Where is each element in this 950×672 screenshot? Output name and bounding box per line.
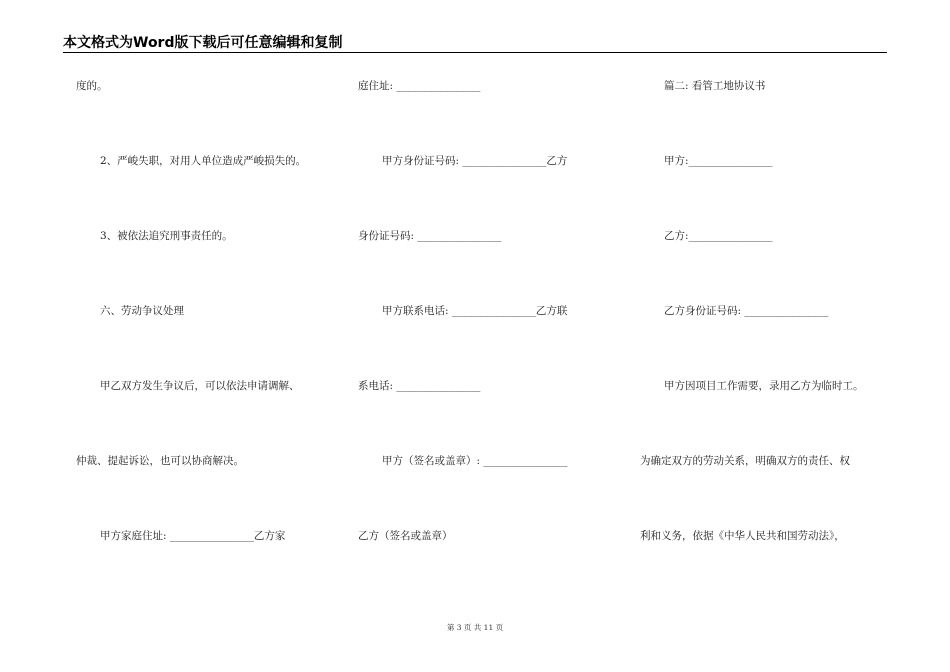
- page-header-title: 本文格式为Word版下载后可任意编辑和复制: [63, 35, 343, 51]
- col1-line-5: 甲乙双方发生争议后，可以依法申请调解、: [100, 380, 300, 392]
- header-divider: [63, 52, 887, 53]
- col3-line-2: 甲方:________________: [664, 155, 773, 167]
- col2-line-7: 乙方（签名或盖章）: [358, 530, 453, 542]
- page-number-footer: 第 3 页 共 11 页: [446, 623, 504, 632]
- col3-line-6: 为确定双方的劳动关系，明确双方的责任、权: [640, 455, 850, 467]
- col2-line-2: 甲方身份证号码: ________________乙方: [382, 155, 568, 167]
- col2-line-1: 庭住址: ________________: [358, 80, 481, 92]
- col3-line-3: 乙方:________________: [664, 230, 773, 242]
- col3-line-4: 乙方身份证号码: ________________: [664, 305, 829, 317]
- col2-line-5: 系电话: ________________: [358, 380, 481, 392]
- col1-line-2: 2、严峻失职，对用人单位造成严峻损失的。: [100, 155, 307, 167]
- col3-line-1: 篇二: 看管工地协议书: [664, 80, 766, 92]
- col1-line-1: 度的。: [76, 80, 108, 92]
- col2-line-6: 甲方（签名或盖章）: ________________: [382, 455, 568, 467]
- col3-line-5: 甲方因项目工作需要，录用乙方为临时工。: [664, 380, 864, 392]
- col3-line-7: 利和义务，依据《中华人民共和国劳动法》，: [640, 530, 845, 542]
- col1-line-4: 六、劳动争议处理: [100, 305, 184, 317]
- col1-line-6: 仲裁、提起诉讼，也可以协商解决。: [76, 455, 244, 467]
- col2-line-4: 甲方联系电话: ________________乙方联: [382, 305, 568, 317]
- col1-line-7: 甲方家庭住址: ________________乙方家: [100, 530, 286, 542]
- col1-line-3: 3、被依法追究刑事责任的。: [100, 230, 233, 242]
- col2-line-3: 身份证号码: ________________: [358, 230, 502, 242]
